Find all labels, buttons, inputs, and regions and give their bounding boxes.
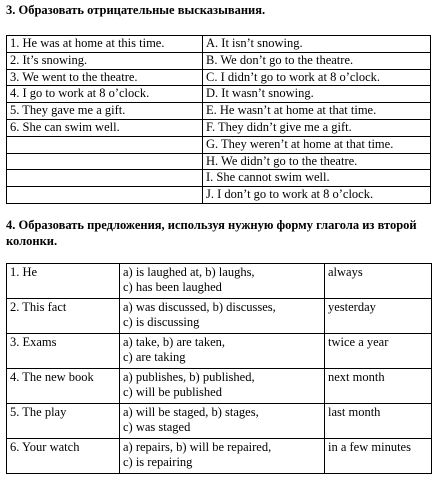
table-row xyxy=(7,369,432,404)
options-cell xyxy=(120,404,325,439)
negation-cell: A. It isn’t snowing. xyxy=(203,36,431,53)
options-cell xyxy=(120,369,325,404)
table-row xyxy=(7,136,431,153)
sentence-cell xyxy=(7,136,203,153)
time-cell: in a few minutes xyxy=(325,439,432,474)
options-cell xyxy=(120,439,325,474)
time-cell: yesterday xyxy=(325,299,432,334)
table-row xyxy=(7,103,431,120)
options-line-1: a) was discussed, b) discusses, xyxy=(123,300,276,314)
negation-cell: F. They didn’t give me a gift. xyxy=(203,119,431,136)
options-line-2: c) is discussing xyxy=(123,315,200,329)
options-line-1: a) is laughed at, b) laughs, xyxy=(123,265,255,279)
sentence-cell xyxy=(7,187,203,204)
negation-cell: D. It wasn’t snowing. xyxy=(203,86,431,103)
options-line-2: c) has been laughed xyxy=(123,280,222,294)
negation-cell: H. We didn’t go to the theatre. xyxy=(203,153,431,170)
sentence-cell: 6. She can swim well. xyxy=(7,119,203,136)
negation-cell: C. I didn’t go to work at 8 o’clock. xyxy=(203,69,431,86)
negation-cell: J. I don’t go to work at 8 o’clock. xyxy=(203,187,431,204)
time-cell: last month xyxy=(325,404,432,439)
options-line-1: a) publishes, b) published, xyxy=(123,370,255,384)
sentence-cell xyxy=(7,153,203,170)
table-row xyxy=(7,119,431,136)
options-line-2: c) was staged xyxy=(123,420,191,434)
negation-cell: E. He wasn’t at home at that time. xyxy=(203,103,431,120)
sentence-cell: 4. I go to work at 8 o’clock. xyxy=(7,86,203,103)
options-line-1: a) will be staged, b) stages, xyxy=(123,405,259,419)
sentence-cell: 3. We went to the theatre. xyxy=(7,69,203,86)
subject-cell: 6. Your watch xyxy=(7,439,120,474)
table-row xyxy=(7,153,431,170)
options-line-2: c) will be published xyxy=(123,385,222,399)
options-cell xyxy=(120,264,325,299)
table-row xyxy=(7,264,432,299)
table-row xyxy=(7,69,431,86)
matching-table xyxy=(6,35,431,204)
verb-form-table xyxy=(6,263,432,474)
time-cell: always xyxy=(325,264,432,299)
subject-cell: 3. Exams xyxy=(7,334,120,369)
table-row xyxy=(7,187,431,204)
options-line-2: c) is repairing xyxy=(123,455,193,469)
sentence-cell: 2. It’s snowing. xyxy=(7,52,203,69)
table-row xyxy=(7,439,432,474)
table-row xyxy=(7,170,431,187)
table-row xyxy=(7,86,431,103)
table-row xyxy=(7,36,431,53)
negation-cell: B. We don’t go to the theatre. xyxy=(203,52,431,69)
options-line-1: a) repairs, b) will be repaired, xyxy=(123,440,272,454)
subject-cell: 1. He xyxy=(7,264,120,299)
table-row xyxy=(7,404,432,439)
time-cell: next month xyxy=(325,369,432,404)
options-line-2: c) are taking xyxy=(123,350,186,364)
subject-cell: 4. The new book xyxy=(7,369,120,404)
exercise-3-heading: 3. Образовать отрицательные высказывания. xyxy=(6,3,266,17)
negation-cell: I. She cannot swim well. xyxy=(203,170,431,187)
options-cell xyxy=(120,334,325,369)
options-cell xyxy=(120,299,325,334)
sentence-cell: 1. He was at home at this time. xyxy=(7,36,203,53)
subject-cell: 2. This fact xyxy=(7,299,120,334)
sentence-cell xyxy=(7,170,203,187)
subject-cell: 5. The play xyxy=(7,404,120,439)
table-row xyxy=(7,299,432,334)
options-line-1: a) take, b) are taken, xyxy=(123,335,226,349)
time-cell: twice a year xyxy=(325,334,432,369)
sentence-cell: 5. They gave me a gift. xyxy=(7,103,203,120)
table-row xyxy=(7,334,432,369)
exercise-4-heading: 4. Образовать предложения, используя нужную форму глагола из второй колонки. xyxy=(6,218,417,248)
negation-cell: G. They weren’t at home at that time. xyxy=(203,136,431,153)
table-row xyxy=(7,52,431,69)
